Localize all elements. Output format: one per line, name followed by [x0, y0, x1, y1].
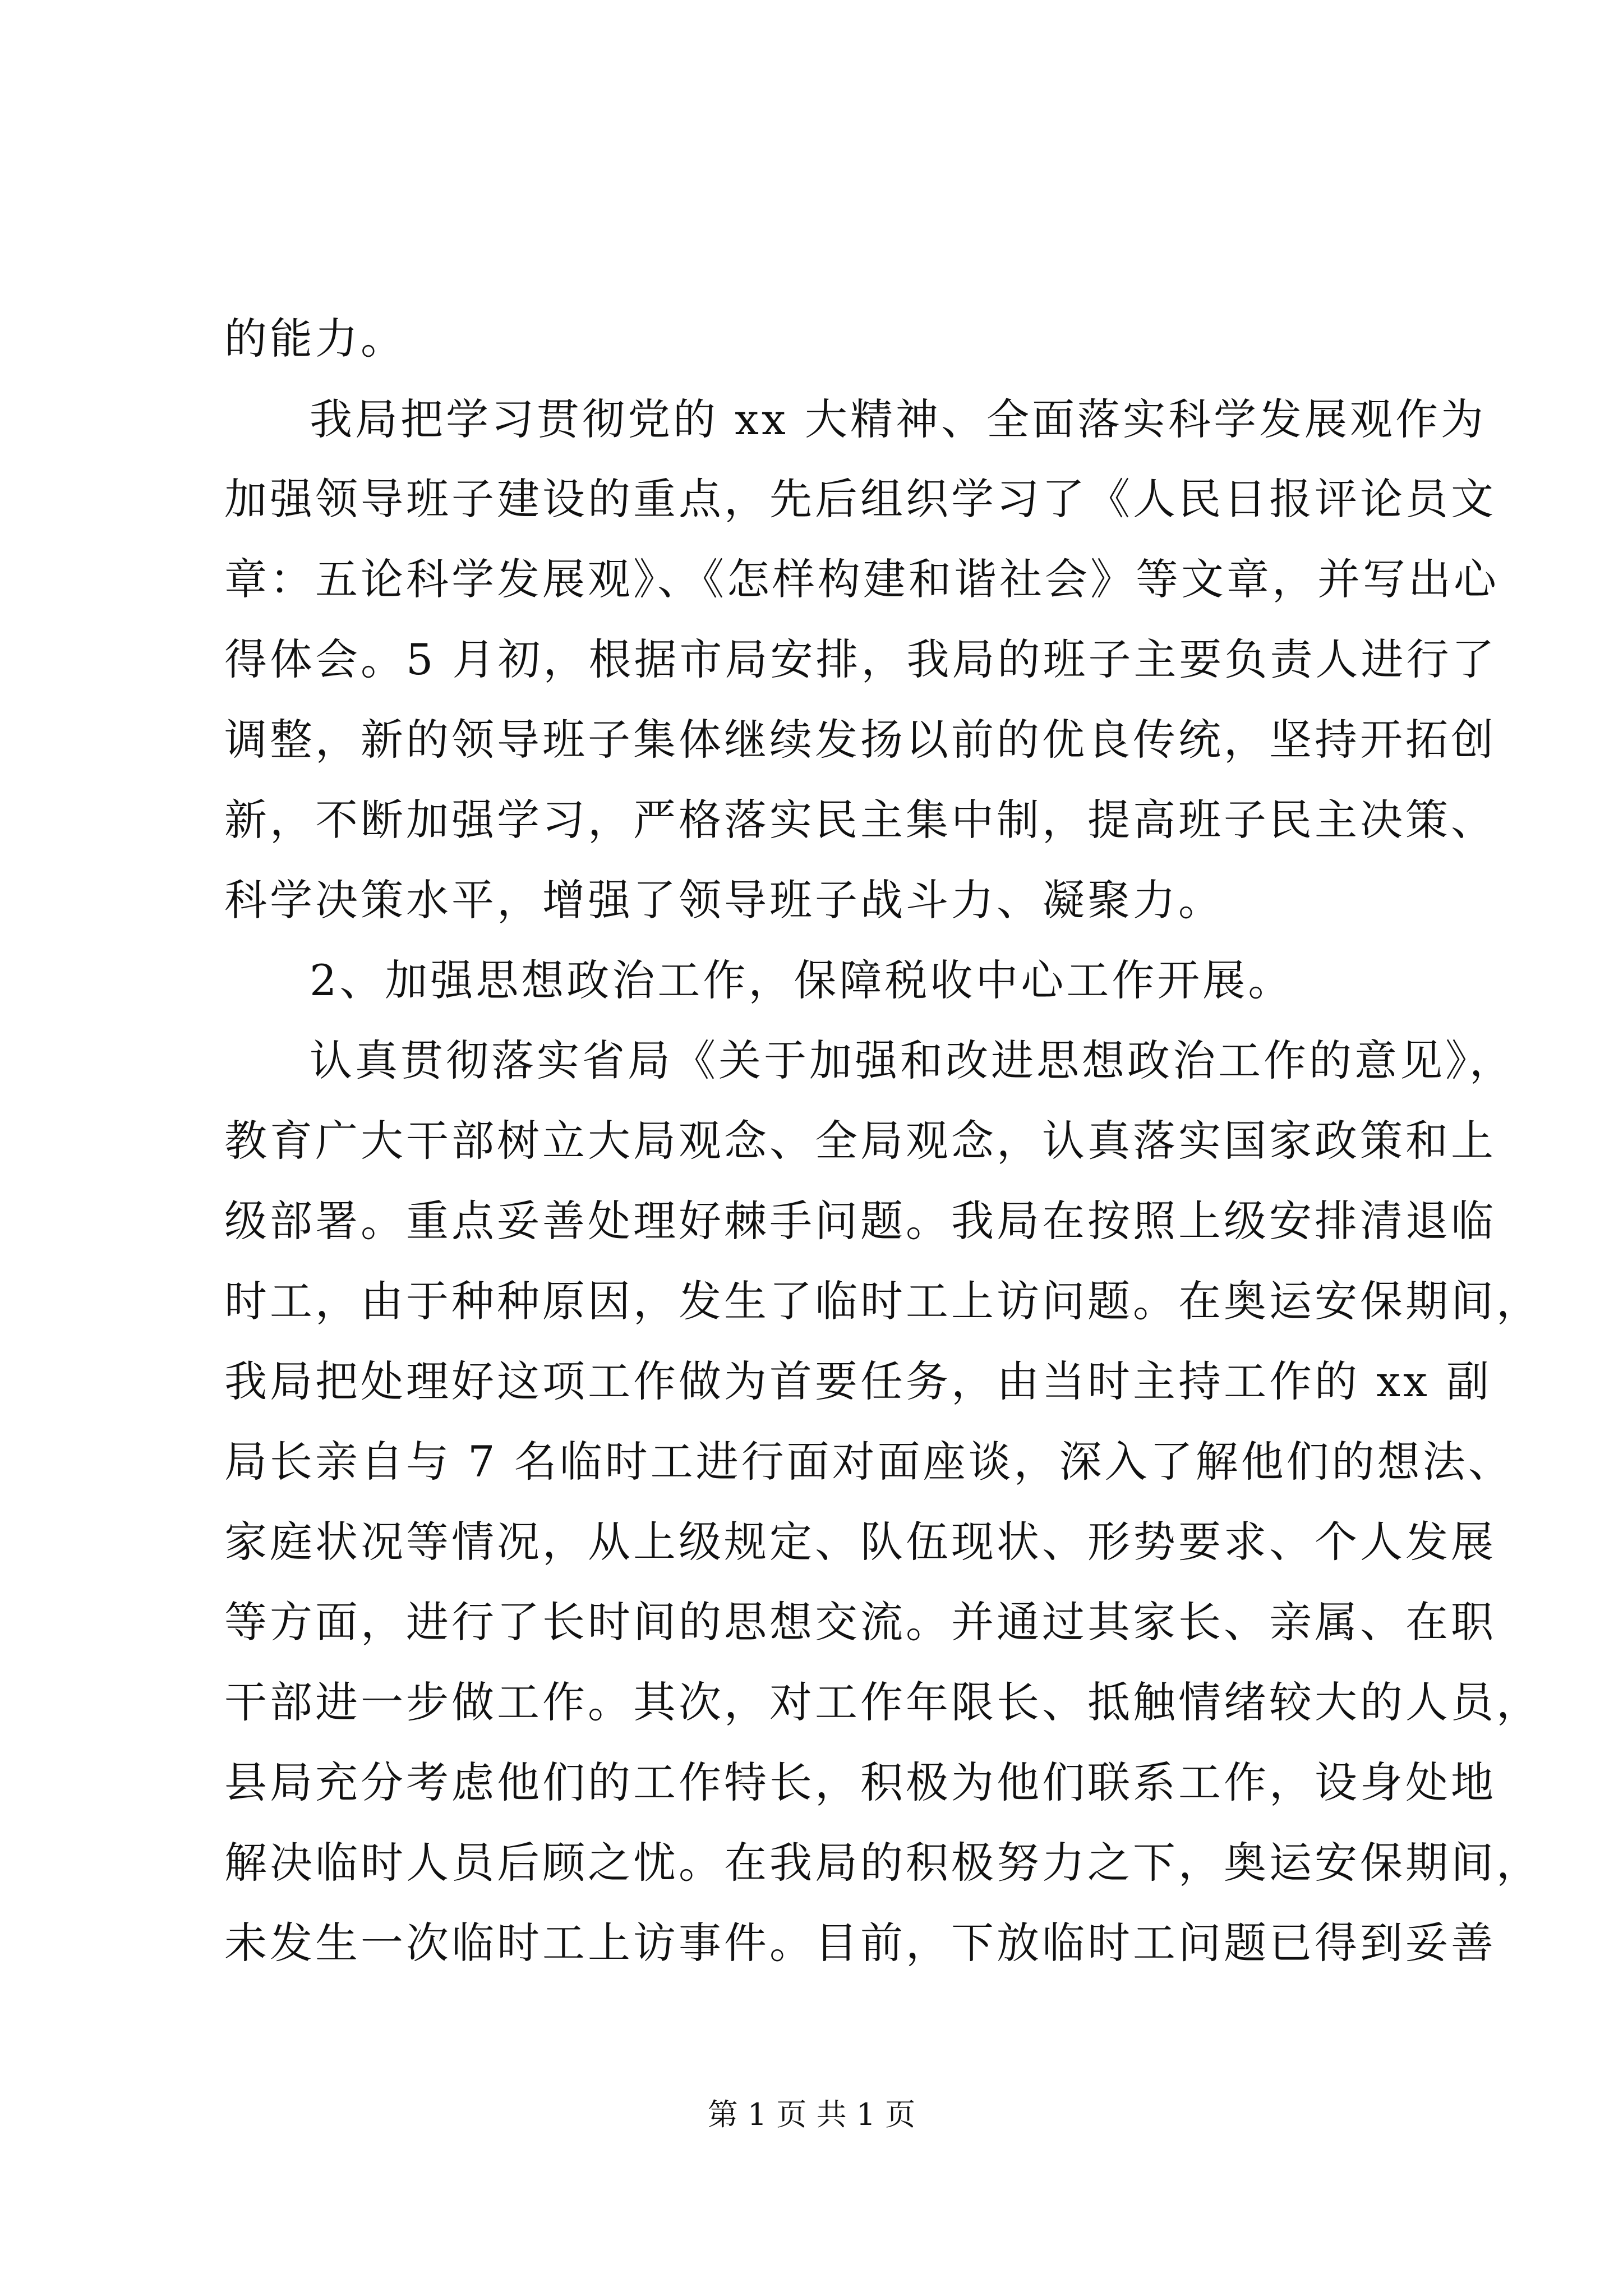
text-line: 时工，由于种种原因，发生了临时工上访问题。在奥运安保期间， — [224, 1276, 1542, 1326]
text-line: 等方面，进行了长时间的思想交流。并通过其家长、亲属、在职 — [224, 1597, 1496, 1647]
text-line: 认真贯彻落实省局《关于加强和改进思想政治工作的意见》， — [310, 1036, 1515, 1085]
section-heading: 2、加强思想政治工作，保障税收中心工作开展。 — [310, 955, 1294, 1005]
text-line: 未发生一次临时工上访事件。目前，下放临时工问题已得到妥善 — [224, 1918, 1496, 1968]
text-line: 干部进一步做工作。其次，对工作年限长、抵触情绪较大的人员， — [224, 1677, 1542, 1727]
text-line: 得体会。5 月初，根据市局安排，我局的班子主要负责人进行了 — [224, 634, 1497, 684]
text-line: 级部署。重点妥善处理好棘手问题。我局在按照上级安排清退临 — [224, 1196, 1496, 1246]
text-line: 县局充分考虑他们的工作特长，积极为他们联系工作，设身处地 — [224, 1757, 1496, 1807]
text-line: 的能力。 — [224, 314, 406, 364]
text-line: 章：五论科学发展观》、《怎样构建和谐社会》等文章，并写出心 — [224, 554, 1499, 604]
text-line: 加强领导班子建设的重点，先后组织学习了《人民日报评论员文 — [224, 474, 1496, 524]
text-line: 家庭状况等情况，从上级规定、队伍现状、形势要求、个人发展 — [224, 1517, 1496, 1567]
text-line: 局长亲自与 7 名临时工进行面对面座谈，深入了解他们的想法、 — [224, 1437, 1514, 1487]
text-line: 我局把处理好这项工作做为首要任务，由当时主持工作的 xx 副 — [224, 1356, 1492, 1406]
text-line: 科学决策水平，增强了领导班子战斗力、凝聚力。 — [224, 875, 1224, 925]
text-line: 调整，新的领导班子集体继续发扬以前的优良传统，坚持开拓创 — [224, 715, 1496, 765]
page-footer: 第 1 页 共 1 页 — [707, 2097, 916, 2132]
text-line: 我局把学习贯彻党的 xx 大精神、全面落实科学发展观作为 — [310, 394, 1487, 444]
text-line: 教育广大干部树立大局观念、全局观念，认真落实国家政策和上 — [224, 1116, 1496, 1166]
text-line: 新，不断加强学习，严格落实民主集中制，提高班子民主决策、 — [224, 795, 1496, 845]
text-line: 解决临时人员后顾之忧。在我局的积极努力之下，奥运安保期间， — [224, 1838, 1542, 1888]
